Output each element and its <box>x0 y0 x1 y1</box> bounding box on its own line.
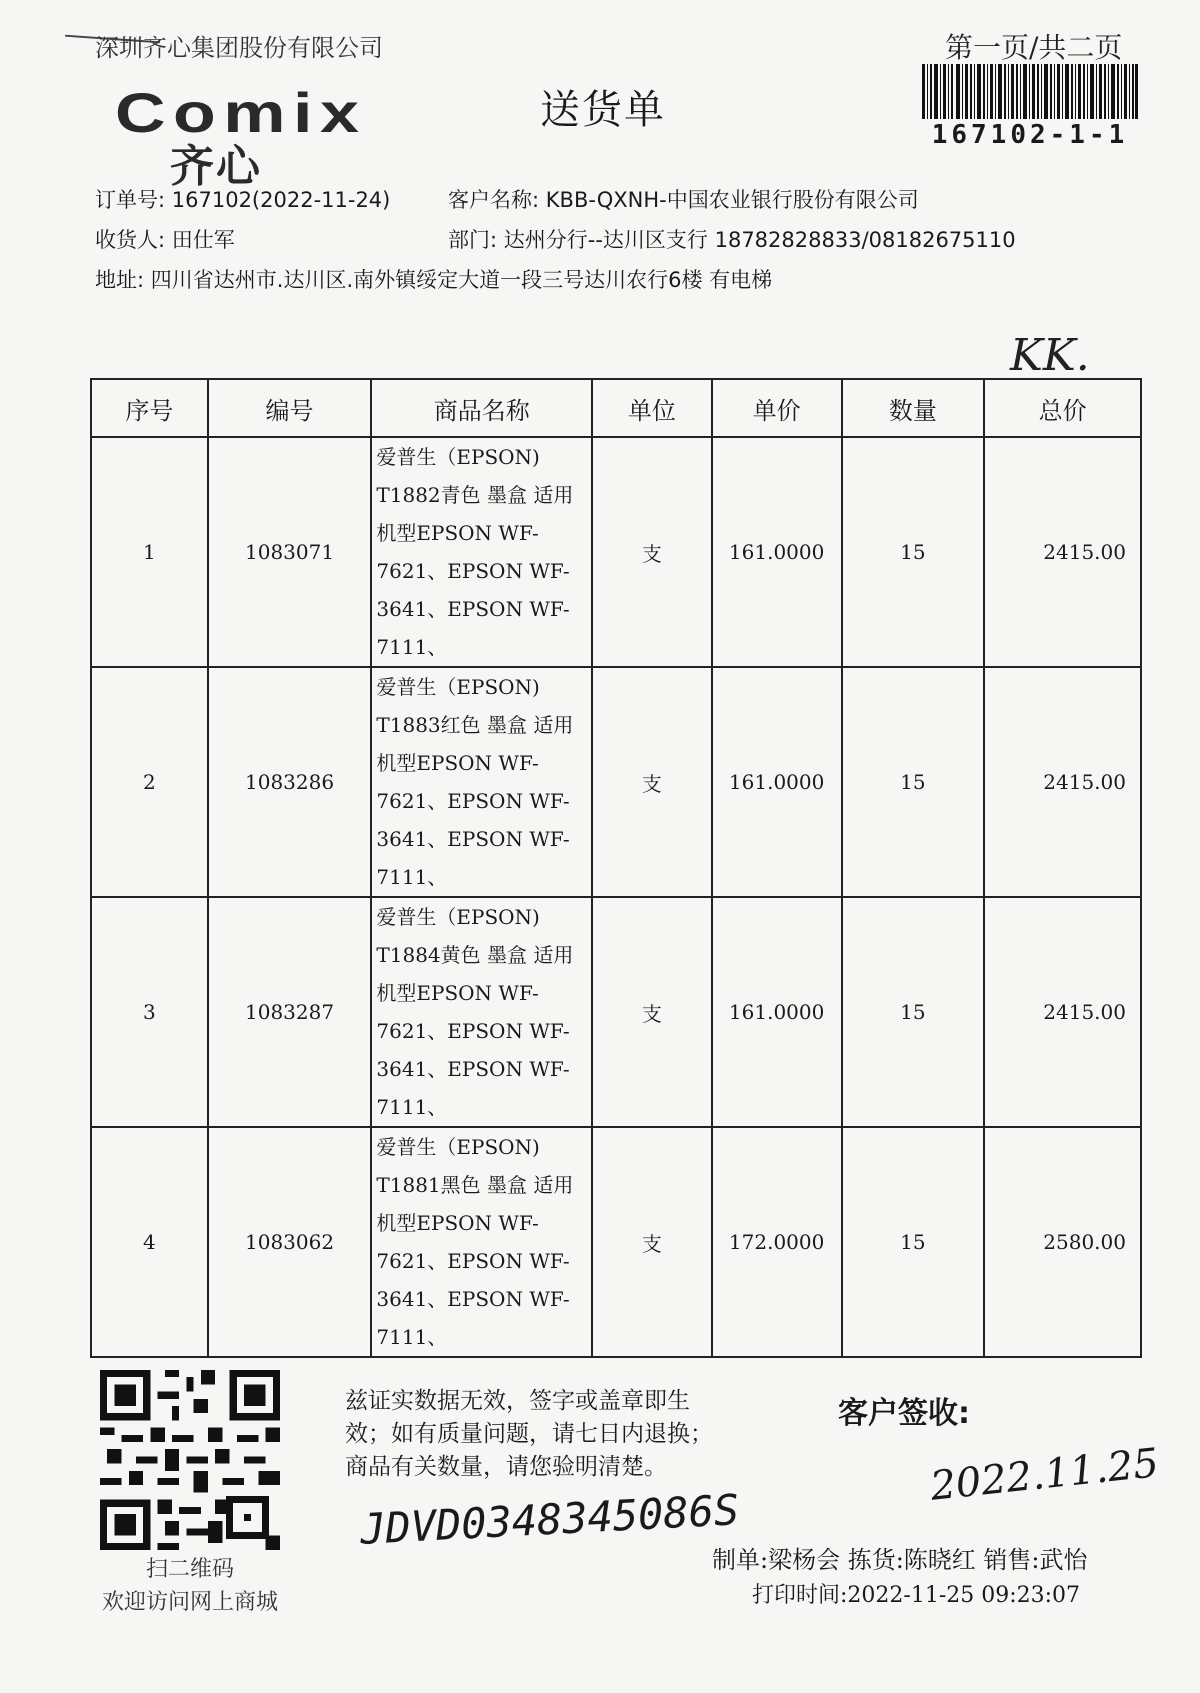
handwritten-tracking-number: JDVD0348345086S <box>358 1485 741 1554</box>
cell-unit: 支 <box>592 897 712 1127</box>
cell-unit: 支 <box>592 437 712 667</box>
order-label: 订单号: <box>95 188 166 212</box>
cell-no: 4 <box>91 1127 208 1357</box>
col-header-price: 单价 <box>712 379 842 437</box>
name-line: 7111、 <box>376 1095 448 1119</box>
cell-price: 161.0000 <box>712 897 842 1127</box>
cell-qty: 15 <box>842 437 985 667</box>
cell-price: 161.0000 <box>712 667 842 897</box>
customer-name <box>448 184 919 214</box>
items-table <box>90 378 1142 1358</box>
col-header-no: 序号 <box>91 379 208 437</box>
cell-price: 172.0000 <box>712 1127 842 1357</box>
cell-qty: 15 <box>842 897 985 1127</box>
notice-text <box>345 1385 735 1484</box>
notice-line: 兹证实数据无效，签字或盖章即生 <box>345 1388 690 1414</box>
table-header-row <box>91 379 1141 437</box>
col-header-code: 编号 <box>208 379 372 437</box>
handwritten-initials: KK. <box>1010 330 1090 381</box>
cell-name <box>371 667 592 897</box>
cell-total: 2415.00 <box>984 437 1141 667</box>
name-line: 3641、EPSON WF- <box>376 1057 570 1081</box>
name-line: T1884黄色 墨盒 适用 <box>376 943 574 967</box>
name-line: 爱普生（EPSON) <box>376 675 540 699</box>
cell-unit: 支 <box>592 667 712 897</box>
notice-line: 商品有关数量，请您验明清楚。 <box>345 1454 667 1480</box>
cell-qty: 15 <box>842 1127 985 1357</box>
cell-name <box>371 897 592 1127</box>
order-number <box>95 184 390 214</box>
col-header-total: 总价 <box>984 379 1141 437</box>
department <box>448 224 1016 254</box>
name-line: 7621、EPSON WF- <box>376 1249 570 1273</box>
dept-value: 达州分行--达川区支行 18782828833/08182675110 <box>503 228 1016 252</box>
name-line: 7111、 <box>376 1325 448 1349</box>
cell-no: 2 <box>91 667 208 897</box>
staff-info: 制单:梁杨会 拣货:陈晓红 销售:武怡 <box>712 1546 1088 1574</box>
table-row <box>91 1127 1141 1357</box>
cell-code: 1083071 <box>208 437 372 667</box>
qr-label-line-1: 扫二维码 <box>145 1557 234 1582</box>
name-line: T1882青色 墨盒 适用 <box>376 483 574 507</box>
table-row <box>91 897 1141 1127</box>
name-line: 7111、 <box>376 865 448 889</box>
name-line: 3641、EPSON WF- <box>376 597 570 621</box>
cell-code: 1083287 <box>208 897 372 1127</box>
qr-code-icon <box>100 1370 280 1550</box>
cell-no: 1 <box>91 437 208 667</box>
cell-price: 161.0000 <box>712 437 842 667</box>
customer-label: 客户名称: <box>448 188 540 212</box>
col-header-name: 商品名称 <box>371 379 592 437</box>
order-value: 167102(2022-11-24) <box>171 188 391 212</box>
document-title: 送货单 <box>540 87 666 133</box>
company-name: 深圳齐心集团股份有限公司 <box>95 34 383 62</box>
name-line: 7621、EPSON WF- <box>376 1019 570 1043</box>
name-line: 机型EPSON WF- <box>376 981 539 1005</box>
name-line: T1883红色 墨盒 适用 <box>376 713 574 737</box>
cell-code: 1083286 <box>208 667 372 897</box>
cell-no: 3 <box>91 897 208 1127</box>
name-line: 爱普生（EPSON) <box>376 445 540 469</box>
cell-total: 2415.00 <box>984 667 1141 897</box>
name-line: 7621、EPSON WF- <box>376 559 570 583</box>
logo-text-en: Comix <box>115 81 367 144</box>
qr-label <box>85 1553 295 1619</box>
barcode <box>922 64 1138 119</box>
name-line: 机型EPSON WF- <box>376 521 539 545</box>
cell-name <box>371 1127 592 1357</box>
receiver-value: 田仕军 <box>171 228 235 252</box>
qr-label-line-2: 欢迎访问网上商城 <box>101 1590 278 1615</box>
receiver-label: 收货人: <box>95 228 166 252</box>
col-header-unit: 单位 <box>592 379 712 437</box>
name-line: 机型EPSON WF- <box>376 1211 539 1235</box>
name-line: 爱普生（EPSON) <box>376 905 540 929</box>
customer-value: KBB-QXNH-中国农业银行股份有限公司 <box>545 188 919 212</box>
page-indicator: 第一页/共二页 <box>945 31 1123 64</box>
name-line: 7111、 <box>376 635 448 659</box>
cell-code: 1083062 <box>208 1127 372 1357</box>
cell-name <box>371 437 592 667</box>
dept-label: 部门: <box>448 228 498 252</box>
name-line: 3641、EPSON WF- <box>376 1287 570 1311</box>
notice-line: 效；如有质量问题，请七日内退换； <box>345 1421 713 1447</box>
cell-total: 2415.00 <box>984 897 1141 1127</box>
logo-text-cn: 齐心 <box>170 141 262 192</box>
name-line: T1881黑色 墨盒 适用 <box>376 1173 574 1197</box>
table-row <box>91 437 1141 667</box>
name-line: 3641、EPSON WF- <box>376 827 570 851</box>
handwritten-date: 2022.11.25 <box>928 1440 1161 1510</box>
customer-sign-label: 客户签收: <box>838 1396 970 1431</box>
name-line: 爱普生（EPSON) <box>376 1135 540 1159</box>
col-header-qty: 数量 <box>842 379 985 437</box>
name-line: 7621、EPSON WF- <box>376 789 570 813</box>
address-value: 四川省达州市.达川区.南外镇绥定大道一段三号达川农行6楼 有电梯 <box>150 268 773 292</box>
table-row <box>91 667 1141 897</box>
address-label: 地址: <box>95 268 145 292</box>
print-time: 打印时间:2022-11-25 09:23:07 <box>752 1583 1081 1608</box>
address <box>95 264 772 294</box>
receiver <box>95 224 235 254</box>
barcode-number: 167102-1-1 <box>931 120 1129 150</box>
cell-total: 2580.00 <box>984 1127 1141 1357</box>
name-line: 机型EPSON WF- <box>376 751 539 775</box>
cell-qty: 15 <box>842 667 985 897</box>
cell-unit: 支 <box>592 1127 712 1357</box>
